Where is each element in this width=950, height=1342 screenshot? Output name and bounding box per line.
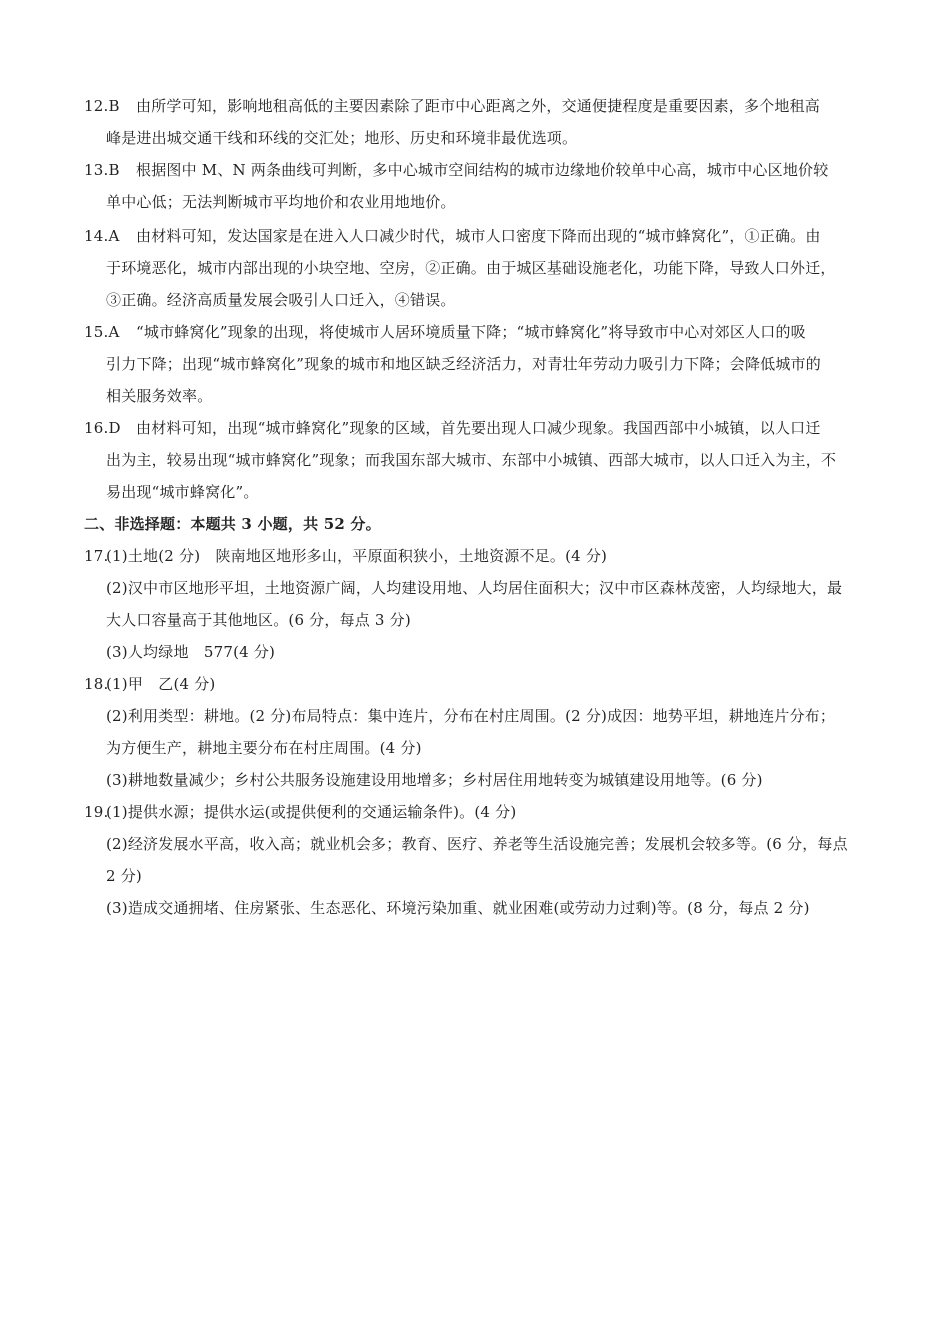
answer-17-line-2: (2)汉中市区地形平坦，土地资源广阔，人均建设用地、人均居住面积大；汉中市区森林茂密，人均绿地大，最 [106,579,843,597]
answer-19-line-3: 2 分) [106,867,142,885]
answer-14-line-2: 于环境恶化，城市内部出现的小块空地、空房，②正确。由于城区基础设施老化，功能下降，导致人口外迁， [106,259,836,277]
answer-15-line-1 [84,322,806,342]
answer-12-text-1: 由所学可知，影响地租高低的主要因素除了距市中心距离之外，交通便捷程度是重要因素，多个地租高 [136,97,821,115]
answer-16-line-3: 易出现“城市蜂窝化”。 [106,483,259,501]
answer-19-text-1: (1)提供水源；提供水运(或提供便利的交通运输条件)。(4 分) [106,803,517,821]
answer-14-line-3: ③正确。经济高质量发展会吸引人口迁入，④错误。 [106,291,456,309]
answer-13-number: 13.B [84,161,120,179]
answer-18-line-3: 为方便生产，耕地主要分布在村庄周围。(4 分) [106,739,422,757]
answer-16-line-2: 出为主，较易出现“城市蜂窝化”现象；而我国东部大城市、东部中小城镇、西部大城市，以人口迁入为主，不 [106,451,837,469]
answer-18-text-1: (1)甲 乙(4 分) [106,675,216,693]
answer-15-text-1: “城市蜂窝化”现象的出现，将使城市人居环境质量下降；“城市蜂窝化”将导致市中心对郊区人口的吸 [136,323,806,341]
answer-16-text-1: 由材料可知，出现“城市蜂窝化”现象的区域，首先要出现人口减少现象。我国西部中小城镇，以人口迁 [136,419,821,437]
answer-19-number: 19. [84,803,109,821]
answer-15-number: 15.A [84,323,120,341]
answer-12-number: 12.B [84,97,120,115]
answer-16-line-1 [84,418,821,438]
answer-18-number: 18. [84,675,109,693]
answer-18-line-4: (3)耕地数量减少；乡村公共服务设施建设用地增多；乡村居住用地转变为城镇建设用地等。(6 分) [106,771,763,789]
answer-19-line-1 [84,802,516,822]
answer-15-line-3: 相关服务效率。 [106,387,213,405]
answer-17-line-3: 大人口容量高于其他地区。(6 分，每点 3 分) [106,611,411,629]
answer-16-number: 16.D [84,419,121,437]
answer-17-line-1 [84,546,607,566]
answer-17-line-4: (3)人均绿地 577(4 分) [106,643,276,661]
answer-19-line-4: (3)造成交通拥堵、住房紧张、生态恶化、环境污染加重、就业困难(或劳动力过剩)等。(8 分，每点 2 分) [106,899,810,917]
answer-14-line-1 [84,226,821,246]
answer-12-line-1 [84,96,820,116]
answer-13-line-1 [84,160,828,180]
answer-17-number: 17. [84,547,109,565]
answer-18-line-2: (2)利用类型：耕地。(2 分)布局特点：集中连片，分布在村庄周围。(2 分)成因：地势平坦，耕地连片分布； [106,707,836,725]
answer-14-number: 14.A [84,227,120,245]
answer-15-line-2: 引力下降；出现“城市蜂窝化”现象的城市和地区缺乏经济活力，对青壮年劳动力吸引力下降；会降低城市的 [106,355,821,373]
answer-13-text-1: 根据图中 M、N 两条曲线可判断，多中心城市空间结构的城市边缘地价较单中心高，城市中心区地价较 [136,161,829,179]
answer-14-text-1: 由材料可知，发达国家是在进入人口减少时代，城市人口密度下降而出现的“城市蜂窝化”，①正确。由 [136,227,821,245]
answer-18-line-1 [84,674,215,694]
answer-13-line-2: 单中心低；无法判断城市平均地价和农业用地地价。 [106,193,456,211]
answer-19-line-2: (2)经济发展水平高，收入高；就业机会多；教育、医疗、养老等生活设施完善；发展机会较多等。(6 分，每点 [106,835,848,853]
answer-12-line-2: 峰是进出城交通干线和环线的交汇处；地形、历史和环境非最优选项。 [106,129,578,147]
answer-17-text-1: (1)土地(2 分) 陕南地区地形多山，平原面积狭小，土地资源不足。(4 分) [106,547,608,565]
section-heading: 二、非选择题：本题共 3 小题，共 52 分。 [84,515,381,533]
